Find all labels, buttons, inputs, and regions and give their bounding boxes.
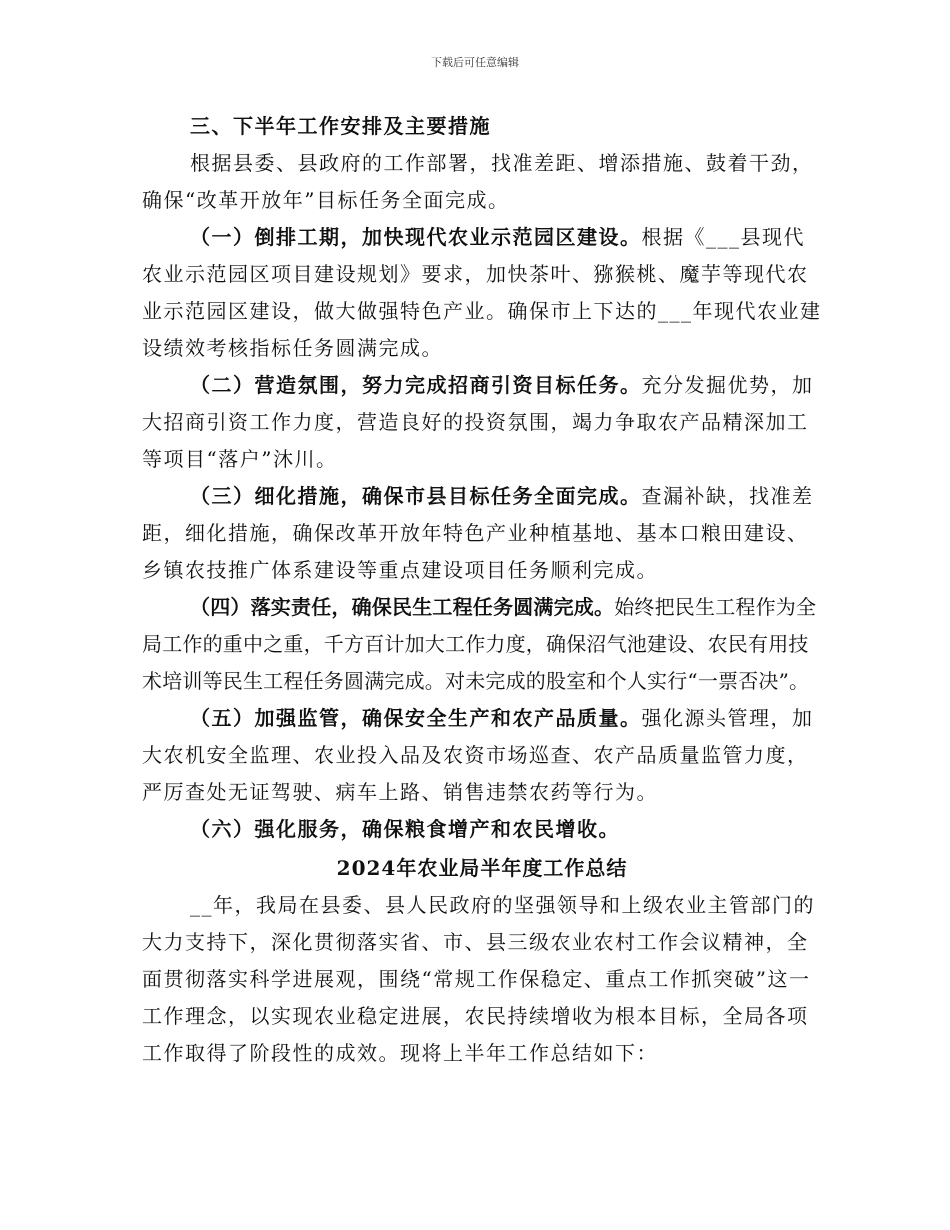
item-text: 根据《___县现代农业示范园区项目建设规划》要求，加快茶叶、猕猴桃、魔芋等现代农业示范园区建设，做大做强特色产业。确保市上下达的___年现代农业建设绩效考核指标任务圆满完成。 <box>142 225 822 360</box>
item-paragraph-5 <box>142 700 822 811</box>
document-body <box>142 108 822 1072</box>
item-heading: （三）细化措施，确保市县目标任务全面完成。 <box>190 484 642 508</box>
item-text: 查漏补缺，找准差距，细化措施，确保改革开放年特色产业种植基地、基本口粮田建设、乡镇农技推广体系建设等重点建设项目任务顺利完成。 <box>142 484 814 582</box>
item-paragraph-3 <box>142 478 822 589</box>
section-heading: 三、下半年工作安排及主要措施 <box>190 114 491 138</box>
intro-paragraph: 根据县委、县政府的工作部署，找准差距、增添措施、鼓着干劲，确保“改革开放年”目标任务全面完成。 <box>142 151 814 212</box>
item-text: 始终把民生工程作为全局工作的重中之重，千方百计加大工作力度，确保沼气池建设、农民有用技术培训等民生工程任务圆满完成。对未完成的股室和个人实行“一票否决”。 <box>142 595 817 693</box>
item-paragraph-2 <box>142 367 822 478</box>
item-heading: （二）营造氛围，努力完成招商引资目标任务。 <box>190 373 642 397</box>
item-heading: （六）强化服务，确保粮食增产和农民增收。 <box>190 817 620 841</box>
summary-paragraph: __年，我局在县委、县人民政府的坚强领导和上级农业主管部门的大力支持下，深化贯彻落实省、市、县三级农业农村工作会议精神，全面贯彻落实科学进展观，围绕“常规工作保稳定、重点工作抓突破”这一工作理念，以实现农业稳定进展，农民持续增收为根本目标，全局各项工作取得了阶段性的成效。现将上半年工作总结如下： <box>142 893 815 1065</box>
page-header: 下载后可任意编辑 <box>431 56 519 69</box>
item-text: 强化源头管理，加大农机安全监理、农业投入品及农资市场巡查、农产品质量监管力度，严厉查处无证驾驶、病车上路、销售违禁农药等行为。 <box>142 706 814 804</box>
item-heading: （四）落实责任，确保民生工程任务圆满完成。 <box>190 595 615 619</box>
item-heading: （一）倒排工期，加快现代农业示范园区建设。 <box>190 225 642 249</box>
item-text: 充分发掘优势，加大招商引资工作力度，营造良好的投资氛围，竭力争取农产品精深加工等项目“落户”沐川。 <box>142 373 814 471</box>
item-paragraph-6 <box>142 811 822 848</box>
document-title: 2024年农业局半年度工作总结 <box>336 856 628 880</box>
item-paragraph-4 <box>142 589 822 700</box>
item-paragraph-1 <box>142 219 822 367</box>
item-heading: （五）加强监管，确保安全生产和农产品质量。 <box>190 706 642 730</box>
